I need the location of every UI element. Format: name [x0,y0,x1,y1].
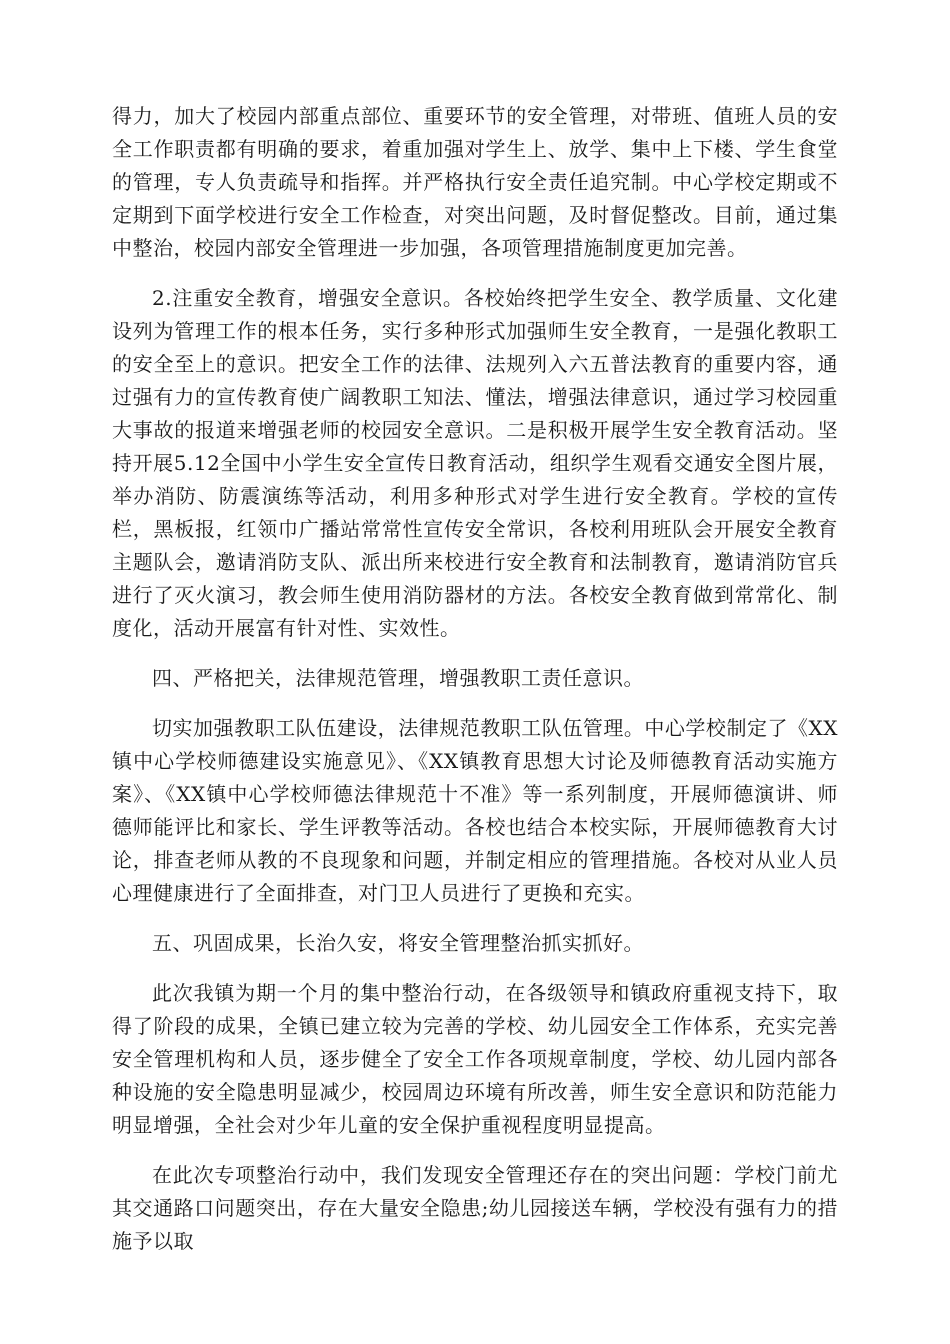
paragraph-staff-team-building: 切实加强教职工队伍建设，法律规范教职工队伍管理。中心学校制定了《XX镇中心学校师德建设实施意见》、《XX镇教育思想大讨论及师德教育活动实施方案》、《XX镇中心学校师德法律规范十不准》等一系列制度，开展师德演讲、师德师能评比和家长、学生评教等活动。各校也结合本校实际，开展师德教育大讨论，排查老师从教的不良现象和问题，并制定相应的管理措施。各校对从业人员心理健康进行了全面排查，对门卫人员进行了更换和充实。 [112,716,838,905]
section-heading-four: 四、严格把关，法律规范管理，增强教职工责任意识。 [152,666,644,690]
paragraph-safety-education: 2.注重安全教育，增强安全意识。各校始终把学生安全、教学质量、文化建设列为管理工作的根本任务，实行多种形式加强师生安全教育，一是强化教职工的安全至上的意识。把安全工作的法律、法规列入六五普法教育的重要内容，通过强有力的宣传教育使广阔教职工知法、懂法，增强法律意识，通过学习校园重大事故的报道来增强老师的校园安全意识。二是积极开展学生安全教育活动。坚持开展5.12全国中小学生安全宣传日教育活动，组织学生观看交通安全图片展，举办消防、防震演练等活动，利用多种形式对学生进行安全教育。学校的宣传栏，黑板报，红领巾广播站常常性宣传安全常识，各校利用班队会开展安全教育主题队会，邀请消防支队、派出所来校进行安全教育和法制教育，邀请消防官兵进行了灭火演习，教会师生使用消防器材的方法。各校安全教育做到常常化、制度化，活动开展富有针对性、实效性。 [112,286,838,640]
paragraph-results: 此次我镇为期一个月的集中整治行动，在各级领导和镇政府重视支持下，取得了阶段的成果，全镇已建立较为完善的学校、幼儿园安全工作体系，充实完善安全管理机构和人员，逐步健全了安全工作各项规章制度，学校、幼儿园内部各种设施的安全隐患明显减少，校园周边环境有所改善，师生安全意识和防范能力明显增强，全社会对少年儿童的安全保护重视程度明显提高。 [112,981,838,1137]
section-heading-five: 五、巩固成果，长治久安，将安全管理整治抓实抓好。 [152,931,644,955]
paragraph-problems: 在此次专项整治行动中，我们发现安全管理还存在的突出问题：学校门前尤其交通路口问题突出，存在大量安全隐患;幼儿园接送车辆，学校没有强有力的措施予以取 [112,1163,838,1253]
document-page [112,100,838,1275]
paragraph-campus-management: 得力，加大了校园内部重点部位、重要环节的安全管理，对带班、值班人员的安全工作职责都有明确的要求，着重加强对学生上、放学、集中上下楼、学生食堂的管理，专人负责疏导和指挥。并严格执行安全责任追究制。中心学校定期或不定期到下面学校进行安全工作检查，对突出问题，及时督促整改。目前，通过集中整治，校园内部安全管理进一步加强，各项管理措施制度更加完善。 [112,104,838,260]
